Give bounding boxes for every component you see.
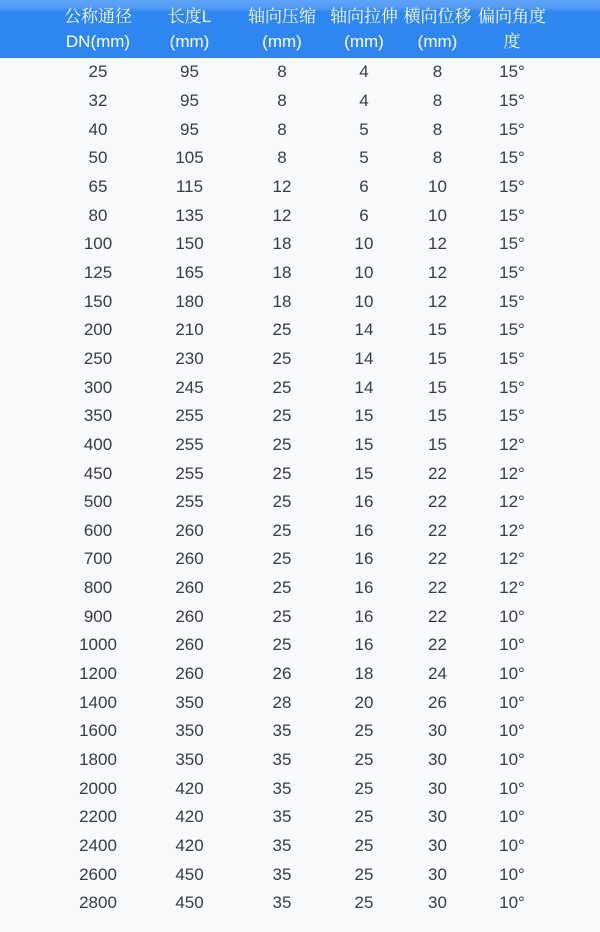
table-cell: 20 (354, 692, 374, 712)
table-cell: 12 (272, 205, 292, 225)
table-cell: 15° (499, 320, 525, 340)
column-header-line2: DN(mm) (65, 32, 131, 51)
table-cell: 35 (272, 893, 292, 913)
table-cell: 10 (428, 176, 447, 196)
table-cell: 16 (354, 635, 374, 655)
column-header-line2: (mm) (417, 32, 458, 51)
table-cell: 8 (277, 119, 287, 139)
table-cell: 420 (175, 778, 204, 798)
table-cell: 15° (499, 262, 525, 282)
header-row (0, 0, 600, 58)
table-cell: 450 (175, 864, 204, 884)
table-cell: 135 (175, 205, 204, 225)
table-cell: 15 (428, 320, 447, 340)
table-cell: 12 (428, 262, 447, 282)
table-cell: 40 (88, 119, 108, 139)
table-cell: 2600 (79, 864, 117, 884)
table-cell: 165 (175, 262, 204, 282)
table-cell: 25 (354, 893, 374, 913)
table-cell: 260 (175, 635, 204, 655)
table-cell: 16 (354, 606, 374, 626)
table-row (0, 402, 600, 431)
table-cell: 15° (499, 291, 525, 311)
table-cell: 25 (272, 520, 292, 540)
table-cell: 65 (88, 176, 108, 196)
column-header-line1: 横向位移 (403, 7, 472, 26)
table-cell: 12 (272, 176, 292, 196)
table-cell: 25 (354, 836, 374, 856)
table-cell: 22 (428, 520, 447, 540)
table-cell: 35 (272, 836, 292, 856)
table-cell: 6 (359, 205, 369, 225)
table-cell: 12 (428, 234, 447, 254)
table-cell: 10° (499, 721, 525, 741)
table-cell: 12° (499, 463, 525, 483)
table-row (0, 287, 600, 316)
table-row (0, 860, 600, 889)
table-cell: 25 (354, 807, 374, 827)
table-cell: 6 (359, 176, 369, 196)
table-cell: 210 (175, 320, 204, 340)
table-cell: 800 (83, 578, 113, 598)
table-cell: 1200 (79, 664, 117, 684)
table-cell: 12° (499, 434, 525, 454)
column-header-length (142, 0, 237, 58)
table-cell: 18 (272, 291, 292, 311)
table-cell: 25 (272, 434, 292, 454)
table-cell: 30 (428, 893, 447, 913)
table-cell: 1000 (79, 635, 117, 655)
table-cell: 1800 (79, 750, 117, 770)
table-cell: 400 (83, 434, 113, 454)
table-cell: 16 (354, 492, 374, 512)
table-cell: 8 (277, 90, 287, 110)
table-cell: 25 (272, 549, 292, 569)
table-row (0, 259, 600, 288)
table-cell: 350 (175, 692, 204, 712)
table-row (0, 459, 600, 488)
table-cell: 350 (175, 721, 204, 741)
column-header-axial-compression (237, 0, 327, 58)
table-cell: 260 (175, 549, 204, 569)
table-cell: 50 (88, 148, 108, 168)
table-cell: 25 (354, 750, 374, 770)
table-cell: 15° (499, 176, 525, 196)
table-cell: 14 (354, 320, 374, 340)
table-cell: 25 (272, 463, 292, 483)
table-row (0, 173, 600, 202)
table-row (0, 545, 600, 574)
table-cell: 450 (83, 463, 113, 483)
table-cell: 30 (428, 864, 447, 884)
column-header-line1: 偏向角度 (478, 7, 546, 26)
table-row (0, 115, 600, 144)
table-cell: 15° (499, 148, 525, 168)
table-cell: 25 (272, 578, 292, 598)
table-cell: 8 (432, 62, 443, 82)
table-cell: 10 (428, 205, 447, 225)
table-cell: 8 (432, 119, 443, 139)
table-cell: 10° (499, 750, 525, 770)
column-header-line2: 度 (503, 32, 521, 51)
table-cell: 4 (359, 62, 369, 82)
table-cell: 18 (272, 234, 292, 254)
table-cell: 100 (83, 234, 113, 254)
table-cell: 15 (428, 377, 447, 397)
table-row (0, 717, 600, 746)
table-cell: 10° (499, 664, 525, 684)
table-cell: 350 (175, 750, 204, 770)
table-row (0, 574, 600, 603)
table-cell: 26 (428, 692, 447, 712)
table-cell: 5 (359, 119, 369, 139)
table-cell: 420 (175, 807, 204, 827)
table-cell: 10° (499, 807, 525, 827)
table-cell: 15 (354, 406, 374, 426)
table-cell: 35 (272, 778, 292, 798)
table-cell: 35 (272, 721, 292, 741)
table-cell: 10° (499, 864, 525, 884)
table-cell: 22 (428, 549, 447, 569)
table-row (0, 803, 600, 832)
table-cell: 2400 (79, 836, 117, 856)
table-cell: 150 (83, 291, 113, 311)
table-cell: 1600 (79, 721, 117, 741)
table-row (0, 660, 600, 689)
table-cell: 15° (499, 348, 525, 368)
table-row (0, 631, 600, 660)
table-cell: 16 (354, 578, 374, 598)
table-cell: 14 (354, 348, 374, 368)
table-cell: 35 (272, 750, 292, 770)
table-row (0, 345, 600, 374)
table-row (0, 431, 600, 460)
table-cell: 4 (359, 90, 369, 110)
table-cell: 10 (354, 291, 374, 311)
table-row (0, 316, 600, 345)
column-header-lateral-displacement (401, 0, 474, 58)
table-cell: 150 (175, 234, 204, 254)
table-cell: 30 (428, 778, 447, 798)
table-cell: 12° (499, 578, 525, 598)
table-cell: 8 (432, 148, 443, 168)
table-cell: 30 (428, 721, 447, 741)
table-cell: 10° (499, 893, 525, 913)
table-cell: 10° (499, 692, 525, 712)
table-row (0, 832, 600, 861)
column-header-line2: (mm) (262, 32, 302, 51)
table-row (0, 201, 600, 230)
table-cell: 15 (428, 434, 447, 454)
table-cell: 2200 (79, 807, 117, 827)
table-cell: 30 (428, 836, 447, 856)
table-cell: 180 (175, 291, 204, 311)
table-cell: 30 (428, 750, 447, 770)
table-cell: 12° (499, 520, 525, 540)
table-row (0, 746, 600, 775)
table-header (0, 0, 600, 58)
table-cell: 14 (354, 377, 374, 397)
table-cell: 255 (175, 492, 204, 512)
table-cell: 16 (354, 520, 374, 540)
table-cell: 10 (354, 262, 374, 282)
table-cell: 420 (175, 836, 204, 856)
table-cell: 10° (499, 778, 525, 798)
table-cell: 16 (354, 549, 374, 569)
table-cell: 25 (272, 492, 292, 512)
table-cell: 10° (499, 635, 525, 655)
table-cell: 35 (272, 864, 292, 884)
table-cell: 22 (428, 635, 447, 655)
table-cell: 450 (175, 893, 204, 913)
table-cell: 95 (180, 119, 199, 139)
table-cell: 80 (88, 205, 108, 225)
table-cell: 25 (272, 348, 292, 368)
table-cell: 18 (272, 262, 292, 282)
table-cell: 26 (272, 664, 292, 684)
table-row (0, 688, 600, 717)
table-cell: 95 (180, 62, 199, 82)
table-cell: 2800 (79, 893, 117, 913)
table-cell: 15 (428, 348, 447, 368)
table-cell: 24 (428, 664, 447, 684)
table-cell: 2000 (79, 778, 117, 798)
table-cell: 15° (499, 406, 525, 426)
table-cell: 15° (499, 377, 525, 397)
table-cell: 15° (499, 234, 525, 254)
table-row (0, 373, 600, 402)
column-header-axial-extension (327, 0, 401, 58)
table-row (0, 488, 600, 517)
table-cell: 15° (499, 119, 525, 139)
table-cell: 350 (83, 406, 113, 426)
table-cell: 22 (428, 578, 447, 598)
table-cell: 10° (499, 836, 525, 856)
table-row (0, 774, 600, 803)
table-row (0, 144, 600, 173)
table-cell: 260 (175, 578, 204, 598)
table-cell: 30 (428, 807, 447, 827)
table-cell: 25 (88, 62, 108, 82)
table-cell: 245 (175, 377, 204, 397)
column-header-nominal-diameter (0, 0, 142, 58)
table-cell: 700 (83, 549, 113, 569)
table-cell: 900 (83, 606, 113, 626)
table-cell: 15° (499, 205, 525, 225)
table-cell: 15 (354, 463, 374, 483)
column-header-line1: 公称通径 (64, 7, 132, 26)
table-cell: 260 (175, 664, 204, 684)
table-cell: 12° (499, 492, 525, 512)
column-header-line1: 轴向拉伸 (330, 7, 398, 26)
table-cell: 25 (272, 320, 292, 340)
table-cell: 260 (175, 606, 204, 626)
table-cell: 22 (428, 463, 447, 483)
table-cell: 8 (432, 90, 443, 110)
table-row (0, 889, 600, 918)
table-body (0, 58, 600, 918)
table-row (0, 517, 600, 546)
table-cell: 32 (88, 90, 108, 110)
table-cell: 95 (180, 90, 199, 110)
table-cell: 25 (272, 635, 292, 655)
table-cell: 12 (428, 291, 447, 311)
column-header-line1: 轴向压缩 (248, 7, 316, 26)
column-header-line1: 长度L (167, 7, 212, 26)
table-cell: 255 (175, 406, 204, 426)
table-cell: 600 (83, 520, 113, 540)
table-row (0, 87, 600, 116)
table-cell: 25 (272, 406, 292, 426)
table-row (0, 58, 600, 87)
table-cell: 15° (499, 62, 525, 82)
table-cell: 255 (175, 434, 204, 454)
table-cell: 25 (354, 864, 374, 884)
table-cell: 25 (272, 606, 292, 626)
table-cell: 12° (499, 549, 525, 569)
table-cell: 255 (175, 463, 204, 483)
table-cell: 125 (83, 262, 113, 282)
table-cell: 10° (499, 606, 525, 626)
table-cell: 35 (272, 807, 292, 827)
table-row (0, 602, 600, 631)
table-cell: 250 (83, 348, 113, 368)
table-cell: 300 (83, 377, 113, 397)
table-cell: 1400 (79, 692, 117, 712)
table-cell: 15 (428, 406, 447, 426)
table-cell: 25 (354, 721, 374, 741)
column-header-line2: (mm) (169, 32, 210, 51)
column-header-line2: (mm) (344, 32, 384, 51)
table-cell: 25 (272, 377, 292, 397)
table-cell: 5 (359, 148, 369, 168)
table-cell: 22 (428, 606, 447, 626)
table-cell: 15 (354, 434, 374, 454)
table-cell: 8 (277, 62, 287, 82)
table-cell: 28 (272, 692, 292, 712)
table-cell: 105 (175, 148, 204, 168)
table-cell: 25 (354, 778, 374, 798)
table-cell: 230 (175, 348, 204, 368)
table-cell: 200 (83, 320, 113, 340)
table-cell: 15° (499, 90, 525, 110)
table-cell: 18 (354, 664, 374, 684)
table-cell: 260 (175, 520, 204, 540)
table-cell: 22 (428, 492, 447, 512)
table-cell: 115 (175, 176, 204, 196)
table-cell: 500 (83, 492, 113, 512)
table-cell: 10 (354, 234, 374, 254)
table-cell: 8 (277, 148, 287, 168)
column-header-deflection-angle (474, 0, 600, 58)
table-row (0, 230, 600, 259)
